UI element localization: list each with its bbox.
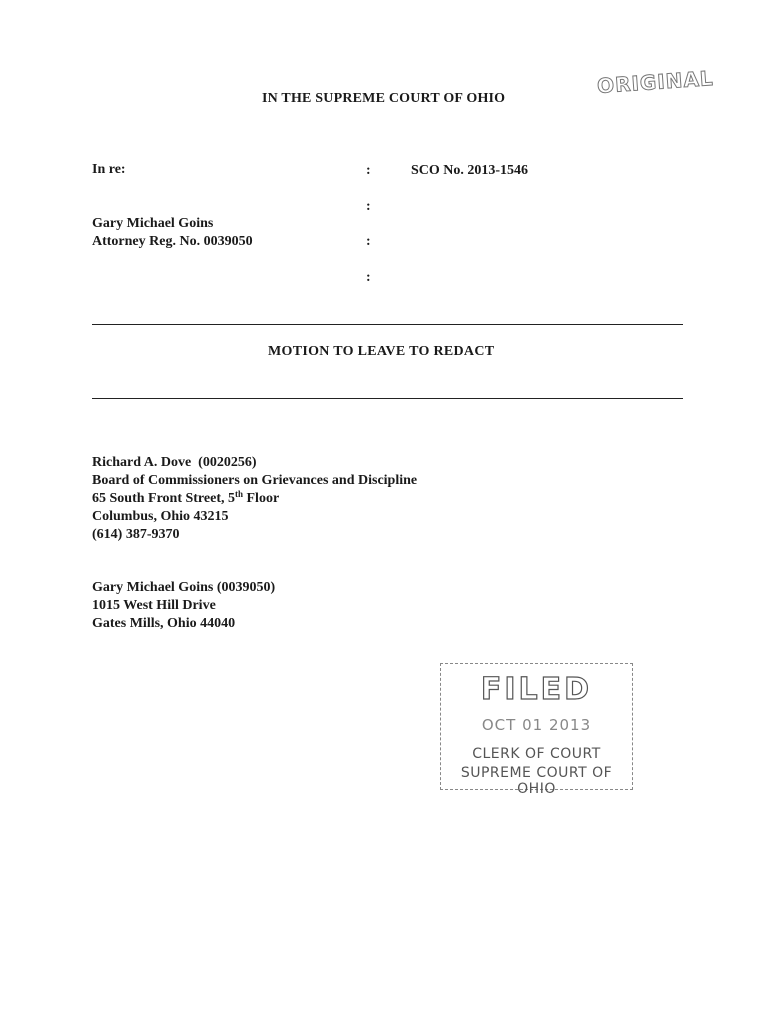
counsel-organization: Board of Commissioners on Grievances and Discipline	[92, 473, 418, 488]
counsel-city: Columbus, Ohio 43215	[92, 509, 229, 524]
counsel-block	[92, 454, 417, 544]
motion-title: MOTION TO LEAVE TO REDACT	[268, 344, 495, 359]
counsel-street: 65 South Front Street, 5th Floor	[92, 489, 280, 506]
filed-stamp-date: OCT 01 2013	[481, 716, 592, 734]
caption-colon: :	[366, 163, 371, 178]
case-number: SCO No. 2013-1546	[411, 163, 529, 178]
respondent-city: Gates Mills, Ohio 44040	[92, 616, 236, 631]
caption-colon: :	[366, 270, 371, 285]
original-stamp: ORIGINAL	[596, 65, 715, 99]
counsel-phone: (614) 387-9370	[92, 527, 180, 542]
caption-colon: :	[366, 199, 371, 214]
caption-colon: :	[366, 234, 371, 249]
respondent-reg-number: Attorney Reg. No. 0039050	[92, 234, 253, 249]
filed-stamp	[440, 663, 633, 797]
bottom-divider	[92, 398, 683, 399]
filed-stamp-clerk: CLERK OF COURT	[472, 746, 601, 762]
court-title: IN THE SUPREME COURT OF OHIO	[262, 91, 506, 106]
respondent-caption	[92, 215, 253, 251]
respondent-street: 1015 West Hill Drive	[92, 598, 216, 613]
top-divider	[92, 324, 683, 325]
filed-stamp-word: FILED	[480, 672, 593, 707]
respondent-block	[92, 579, 275, 633]
in-re-label: In re:	[92, 162, 126, 177]
respondent-name: Gary Michael Goins	[92, 216, 214, 231]
filed-stamp-court: SUPREME COURT OF OHIO	[460, 765, 613, 797]
respondent-address-name: Gary Michael Goins (0039050)	[92, 580, 276, 595]
counsel-name: Richard A. Dove (0020256)	[92, 455, 257, 470]
